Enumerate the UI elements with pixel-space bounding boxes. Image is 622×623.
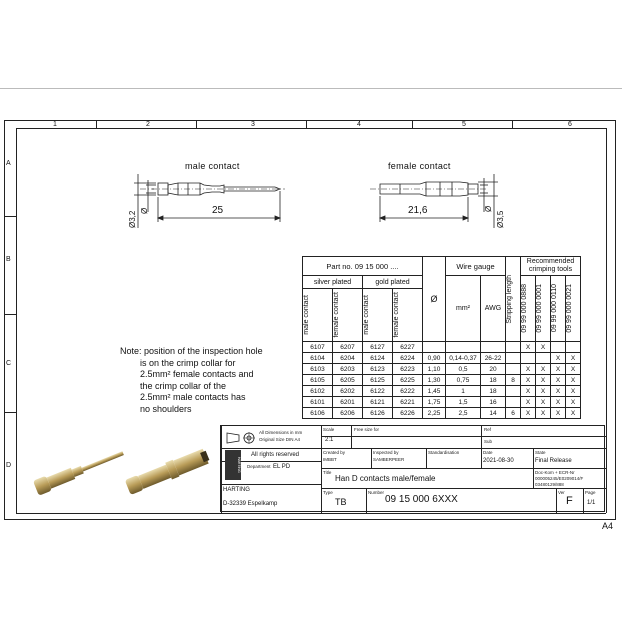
- row-letter: A: [6, 160, 11, 167]
- projection-icon: [225, 429, 259, 445]
- title-block: All Dimensions in mm Original Size DIN A4 HARTING All rights reserved Department EL PD HARTING D-32339 Espelkamp Scale 2:1 Free size for Ref Sub Created by IMBBT Inspected by SAMBERPEER Standardisation Date 2021-08-30 State Final Release Title Han D contacts male/female Doc-Kom + ECR-Nr 000005245/E0209014/F 03480129/888 Type TB Number 09 15 000 6XXX Ver F Page 1/1: [220, 425, 605, 512]
- tool-mark-cell: X: [566, 353, 581, 364]
- awg-cell: 14: [481, 408, 506, 419]
- mm2-cell: 0,14-0,37: [446, 353, 481, 364]
- tool-mark-cell: X: [536, 364, 551, 375]
- awg-cell: 18: [481, 375, 506, 386]
- date-value: 2021-08-30: [483, 458, 514, 464]
- table-row: [303, 353, 581, 364]
- col-tick: [306, 120, 307, 128]
- mm2-cell: 0,75: [446, 375, 481, 386]
- awg-cell: 20: [481, 364, 506, 375]
- inspection-note: Note: position of the inspection hole is on the crimp collar for 2.5mm² female contacts and the crimp collar of the 2.5mm² male contacts has no shoulders: [120, 346, 263, 414]
- tool-mark-cell: X: [521, 342, 536, 353]
- col-number: 5: [462, 121, 466, 128]
- tool-mark-cell: [536, 353, 551, 364]
- tool-mark-cell: X: [551, 375, 566, 386]
- part-number-cell: 6101: [303, 397, 333, 408]
- contacts-table: [302, 256, 581, 419]
- female-length-dim: 21,6: [408, 205, 428, 216]
- awg-cell: 16: [481, 397, 506, 408]
- row-letter: D: [6, 462, 12, 469]
- male-contact-title: male contact: [185, 161, 240, 171]
- tool-mark-cell: X: [566, 397, 581, 408]
- stripping-cell: [506, 397, 521, 408]
- inspected-value: SAMBERPEER: [373, 457, 405, 462]
- part-number-cell: 6202: [333, 386, 363, 397]
- silver-header: silver plated: [303, 276, 363, 289]
- part-number-cell: 6223: [393, 364, 423, 375]
- part-number-cell: 6125: [363, 375, 393, 386]
- mm2-cell: 1,5: [446, 397, 481, 408]
- drawing-title: Han D contacts male/female: [335, 474, 436, 483]
- row-letter: C: [6, 360, 12, 367]
- part-number-cell: 6207: [333, 342, 363, 353]
- part-number-cell: 6205: [333, 375, 363, 386]
- tool-mark-cell: X: [536, 386, 551, 397]
- tool-mark-cell: X: [551, 397, 566, 408]
- stripping-cell: 8: [506, 375, 521, 386]
- part-number-cell: 6127: [363, 342, 393, 353]
- stripping-cell: [506, 364, 521, 375]
- tool-mark-cell: X: [521, 364, 536, 375]
- mm2-cell: 1: [446, 386, 481, 397]
- part-number-cell: 6226: [393, 408, 423, 419]
- state-value: Final Release: [535, 458, 572, 464]
- male-inner-dia: Ø: [140, 207, 149, 214]
- tool-mark-cell: X: [521, 408, 536, 419]
- tool-mark-cell: X: [566, 375, 581, 386]
- part-number-cell: 6206: [333, 408, 363, 419]
- dia-cell: 1,30: [423, 375, 446, 386]
- row-letter: B: [6, 256, 11, 263]
- stripping-cell: 6: [506, 408, 521, 419]
- col-number: 3: [251, 121, 255, 128]
- tool-mark-cell: X: [551, 408, 566, 419]
- mm2-cell: 0,5: [446, 364, 481, 375]
- stripping-cell: [506, 386, 521, 397]
- tool-header: 09 99 000 0001: [536, 276, 551, 342]
- tool-header: 09 99 000 0110: [551, 276, 566, 342]
- awg-cell: 26-22: [481, 353, 506, 364]
- tool-mark-cell: [551, 342, 566, 353]
- part-number-cell: 6104: [303, 353, 333, 364]
- awg-cell: [481, 342, 506, 353]
- gold-header: gold plated: [363, 276, 423, 289]
- frame-inner-bottom: [16, 513, 606, 514]
- stripping-cell: [506, 353, 521, 364]
- tools-header: Recommended crimping tools: [521, 257, 581, 276]
- type-value: TB: [335, 497, 347, 507]
- frame-inner-right: [606, 128, 607, 513]
- dia-cell: 1,45: [423, 386, 446, 397]
- gold-male-header: male contact: [363, 289, 393, 342]
- silver-female-header: female contact: [333, 289, 363, 342]
- col-tick: [512, 120, 513, 128]
- female-outer-dia: Ø3,5: [496, 210, 505, 228]
- page-top-rule: [0, 88, 622, 89]
- part-number-cell: 6224: [393, 353, 423, 364]
- male-length-dim: 25: [212, 205, 224, 216]
- page-value: 1/1: [587, 500, 596, 506]
- tool-header: 09 99 000 0021: [566, 276, 581, 342]
- created-value: IMBBT: [323, 457, 337, 462]
- tool-mark-cell: [566, 342, 581, 353]
- row-tick: [4, 216, 16, 217]
- contact-photos: [26, 430, 216, 510]
- col-tick: [412, 120, 413, 128]
- tool-mark-cell: X: [551, 364, 566, 375]
- part-no-header: Part no. 09 15 000 ....: [303, 257, 423, 276]
- part-number-cell: 6221: [393, 397, 423, 408]
- awg-header: AWG: [481, 276, 506, 342]
- part-number-cell: 6126: [363, 408, 393, 419]
- tool-mark-cell: X: [551, 353, 566, 364]
- part-number-cell: 6106: [303, 408, 333, 419]
- part-number-cell: 6123: [363, 364, 393, 375]
- tool-mark-cell: X: [536, 408, 551, 419]
- tool-mark-cell: X: [536, 375, 551, 386]
- male-outer-dia: Ø3,2: [128, 210, 137, 228]
- tool-mark-cell: X: [536, 397, 551, 408]
- part-number-cell: 6105: [303, 375, 333, 386]
- scale-value: 2:1: [325, 437, 334, 443]
- tool-mark-cell: X: [536, 342, 551, 353]
- dia-header: Ø: [423, 257, 446, 342]
- table-row: [303, 342, 581, 353]
- row-tick: [4, 412, 16, 413]
- dia-cell: 1,10: [423, 364, 446, 375]
- col-number: 4: [357, 121, 361, 128]
- number-value: 09 15 000 6XXX: [385, 494, 458, 505]
- col-number: 1: [53, 121, 57, 128]
- mm2-cell: 2,5: [446, 408, 481, 419]
- part-number-cell: 6227: [393, 342, 423, 353]
- rights-text: All rights reserved: [251, 452, 300, 458]
- table-row: [303, 386, 581, 397]
- mm2-cell: [446, 342, 481, 353]
- sheet-size: A4: [602, 521, 614, 531]
- col-number: 6: [568, 121, 572, 128]
- stripping-header: Stripping length: [506, 257, 521, 342]
- table-row: [303, 364, 581, 375]
- mm2-header: mm²: [446, 276, 481, 342]
- wire-gauge-header: Wire gauge: [446, 257, 506, 276]
- part-number-cell: 6107: [303, 342, 333, 353]
- frame-inner-left: [16, 128, 17, 513]
- department-value: EL PD: [273, 464, 291, 470]
- col-tick: [196, 120, 197, 128]
- tool-mark-cell: X: [566, 408, 581, 419]
- part-number-cell: 6103: [303, 364, 333, 375]
- company-address: D-32339 Espelkamp: [223, 501, 278, 507]
- tool-mark-cell: X: [566, 364, 581, 375]
- col-number: 2: [146, 121, 150, 128]
- col-tick: [96, 120, 97, 128]
- male-contact-drawing: [120, 172, 300, 232]
- row-tick: [4, 314, 16, 315]
- company-logo: HARTING: [225, 450, 241, 480]
- tool-mark-cell: X: [521, 386, 536, 397]
- part-number-cell: 6102: [303, 386, 333, 397]
- tool-mark-cell: X: [566, 386, 581, 397]
- dia-cell: [423, 342, 446, 353]
- table-row: [303, 408, 581, 419]
- company-name: HARTING: [223, 487, 250, 493]
- tool-mark-cell: [521, 353, 536, 364]
- tool-mark-cell: X: [521, 375, 536, 386]
- part-number-cell: 6122: [363, 386, 393, 397]
- version-value: F: [566, 495, 573, 507]
- part-number-cell: 6121: [363, 397, 393, 408]
- tool-header: 09 99 000 0888: [521, 276, 536, 342]
- part-number-cell: 6201: [333, 397, 363, 408]
- part-number-cell: 6222: [393, 386, 423, 397]
- part-number-cell: 6204: [333, 353, 363, 364]
- dia-cell: 2,25: [423, 408, 446, 419]
- stripping-cell: [506, 342, 521, 353]
- female-contact-title: female contact: [388, 161, 451, 171]
- dia-cell: 1,75: [423, 397, 446, 408]
- part-number-cell: 6225: [393, 375, 423, 386]
- tool-mark-cell: X: [521, 397, 536, 408]
- dia-cell: 0,90: [423, 353, 446, 364]
- table-row: [303, 397, 581, 408]
- silver-male-header: male contact: [303, 289, 333, 342]
- awg-cell: 18: [481, 386, 506, 397]
- tool-mark-cell: X: [551, 386, 566, 397]
- part-number-cell: 6124: [363, 353, 393, 364]
- gold-female-header: female contact: [393, 289, 423, 342]
- frame-inner-top: [16, 128, 606, 129]
- female-inner-dia: Ø: [484, 205, 493, 212]
- table-row: [303, 375, 581, 386]
- part-number-cell: 6203: [333, 364, 363, 375]
